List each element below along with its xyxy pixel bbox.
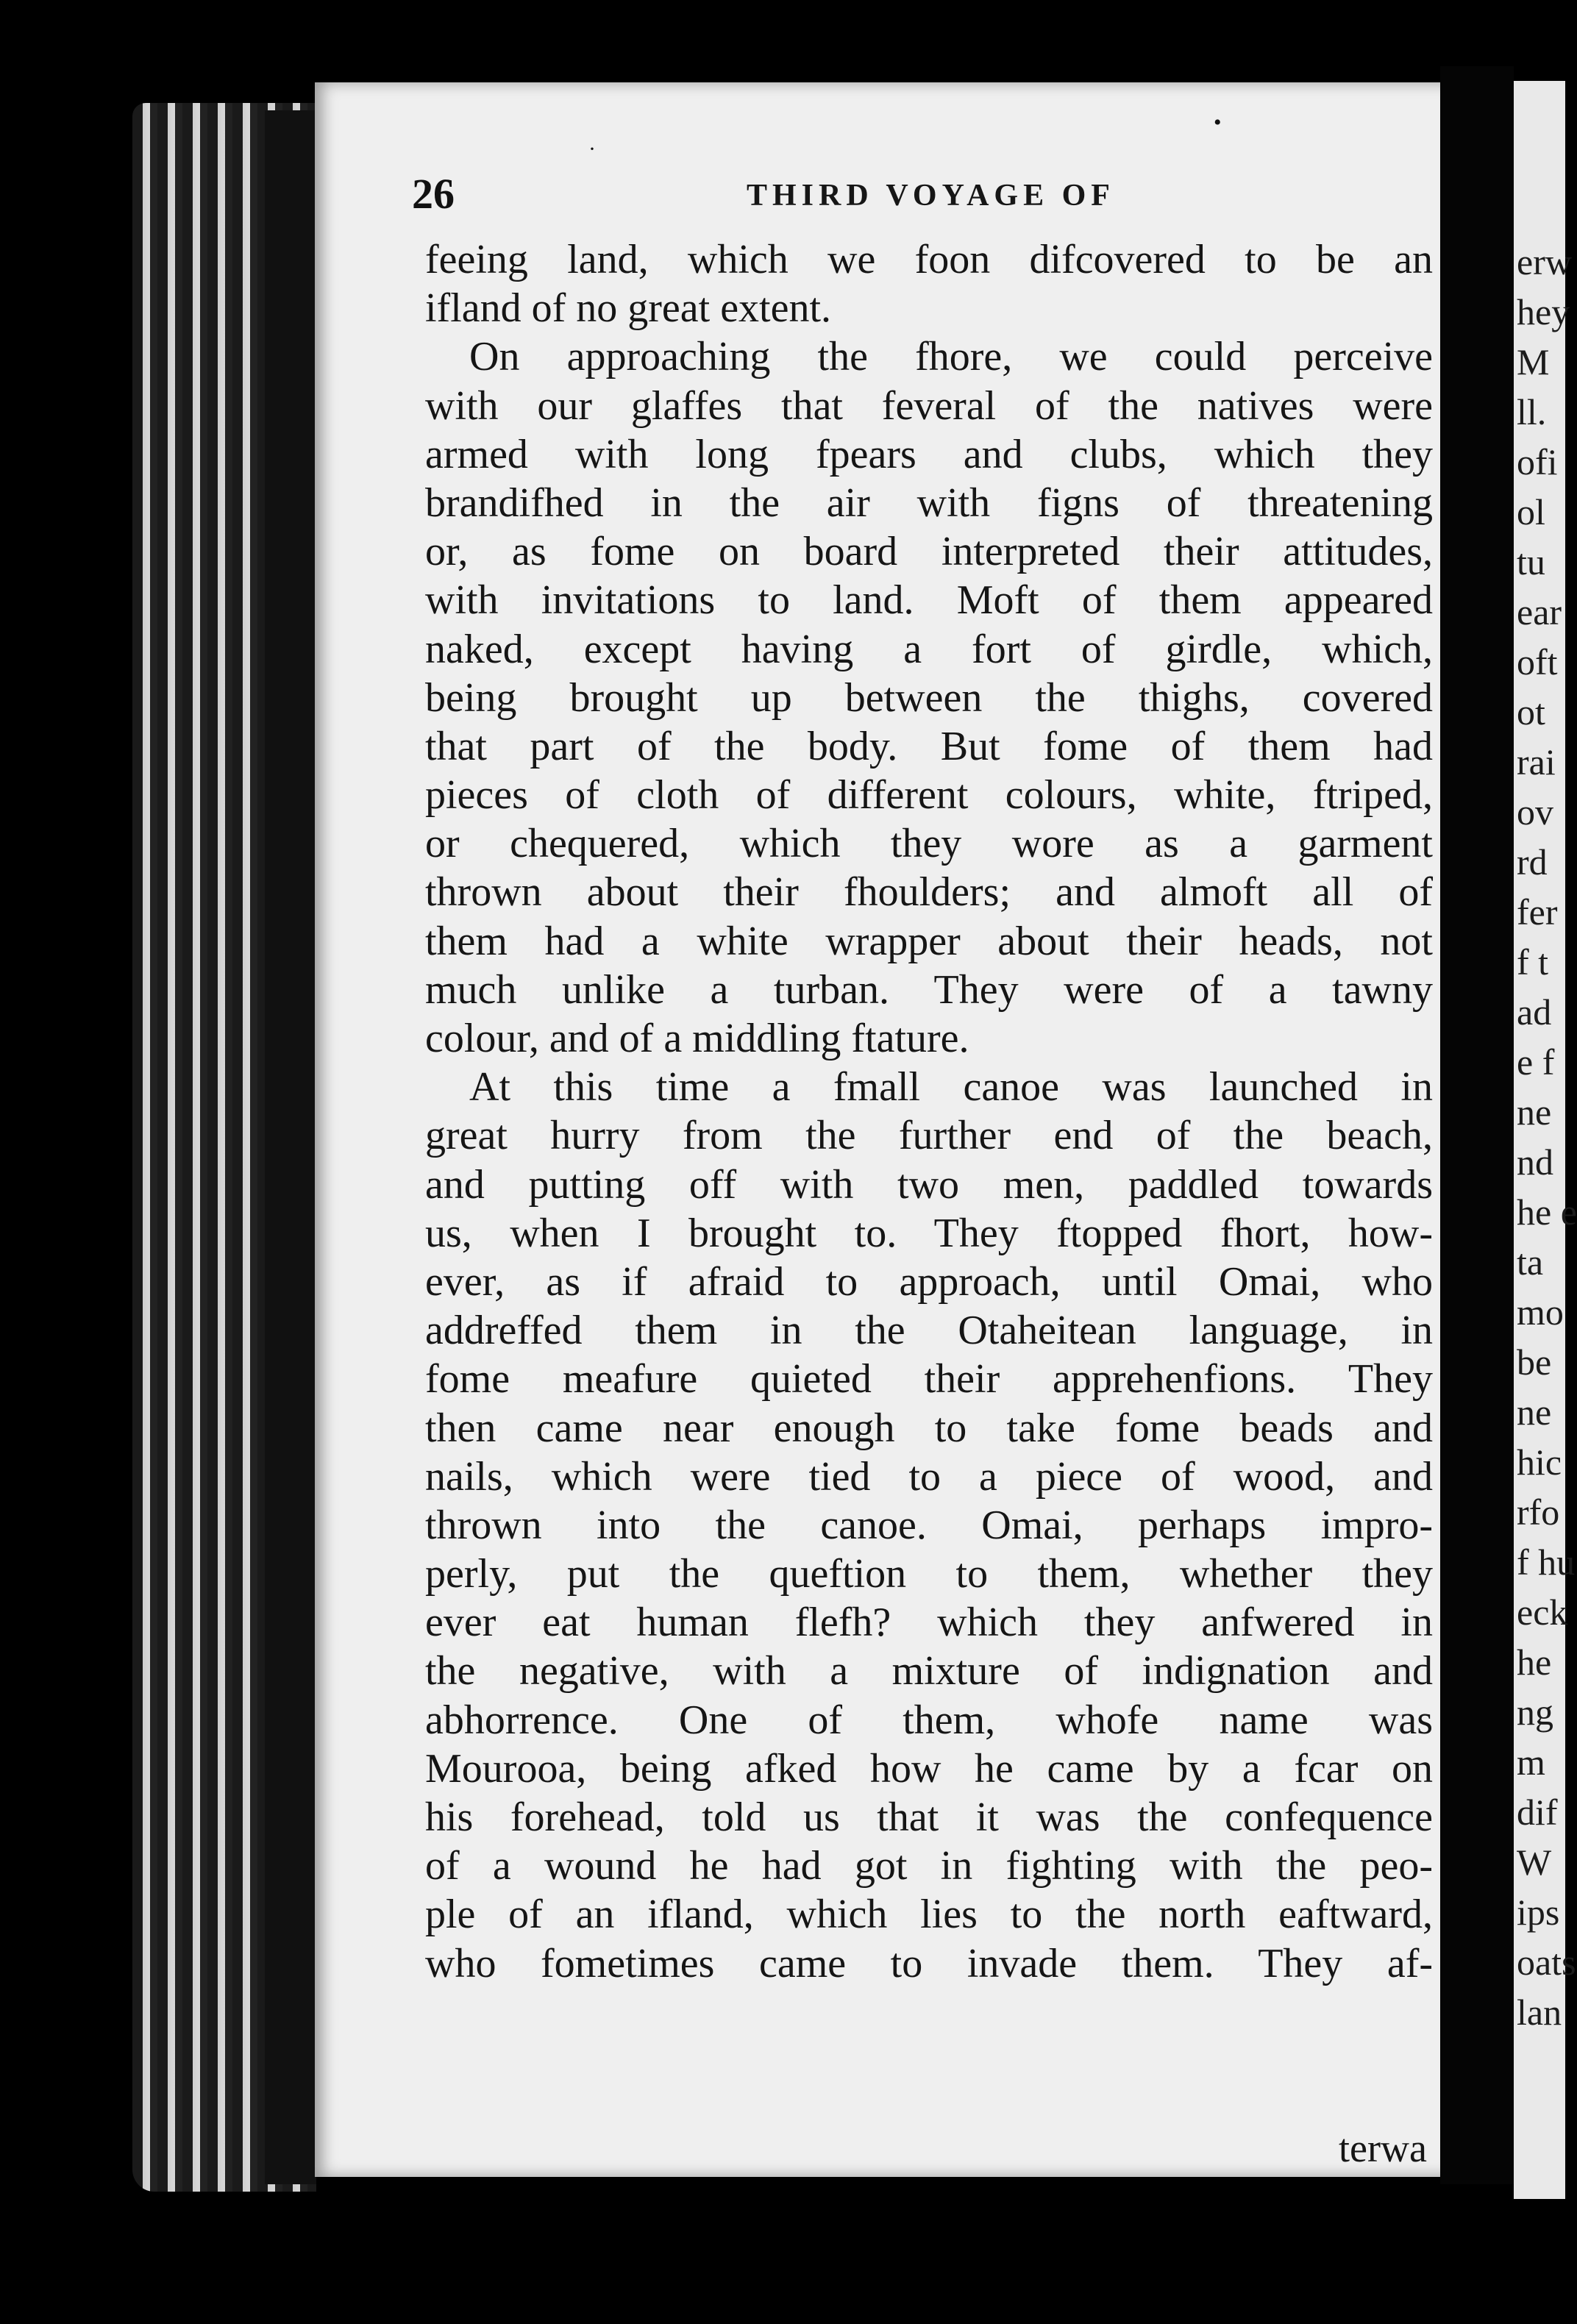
text-line: thrown about their fhoulders; and almoft all of [425,869,1433,916]
text-line: them had a white wrapper about their heads, not [425,918,1433,964]
facing-page-fragment-line: hic [1517,1441,1562,1483]
text-line: that part of the body. But fome of them had [425,723,1433,769]
text-line: pieces of cloth of different colours, white, ftriped, [425,772,1433,819]
facing-page-fragment-line: ne [1517,1091,1552,1133]
text-line: naked, except having a fort of girdle, which, [425,626,1433,672]
facing-page-fragment-line: e f [1517,1041,1555,1083]
facing-page-fragment-line: dif [1517,1792,1558,1833]
facing-page-fragment-line: ne [1517,1391,1552,1433]
text-line: Mourooa, being afked how he came by a fcar on [425,1745,1433,1792]
text-line: thrown into the canoe. Omai, perhaps impro- [425,1502,1433,1548]
text-line: brandifhed in the air with figns of threatening [425,480,1433,526]
facing-page-fragment-line: m [1517,1742,1545,1783]
text-line: the negative, with a mixture of indignation and [425,1648,1433,1694]
facing-page-fragment-line: f t [1517,941,1549,983]
facing-page-fragment-line: ol [1517,491,1545,532]
text-line: much unlike a turban. They were of a tawny [425,966,1433,1013]
book-gutter [1440,66,1514,2184]
facing-page-fragment-line: ot [1517,691,1545,733]
text-line: ifland of no great extent. [425,285,832,332]
running-head: THIRD VOYAGE OF [747,179,1115,213]
text-line: addreffed them in the Otaheitean language, in [425,1308,1433,1354]
body-text [425,235,1440,2140]
text-line: ple of an ifland, which lies to the north eaftward, [425,1892,1433,1938]
print-speck: • [1214,110,1222,135]
text-line: ever, as if afraid to approach, until Omai, who [425,1258,1433,1305]
facing-page-fragment-line: erw [1517,241,1572,282]
text-line: or chequered, which they wore as a garment [425,821,1433,867]
text-line: abhorrence. One of them, whofe name was [425,1697,1433,1743]
text-line: great hurry from the further end of the beach, [425,1113,1433,1159]
text-line: colour, and of a middling ftature. [425,1016,969,1061]
facing-page-fragment-line: tu [1517,541,1545,582]
facing-page-fragment-line: rai [1517,741,1556,783]
facing-page-fragment-line: f hu [1517,1541,1576,1583]
facing-page-fragment-line: hey [1517,291,1570,332]
facing-page-fragment-line: ips [1517,1892,1560,1933]
facing-page-fragment-line: M [1517,341,1550,382]
facing-page-fragment-line: ear [1517,591,1562,632]
text-line: us, when I brought to. They ftopped fhort, how- [425,1210,1433,1256]
print-speck: · [588,137,596,161]
text-line: At this time a fmall canoe was launched in [469,1064,1433,1111]
page-header [412,169,1427,221]
facing-page-fragment-line: mo [1517,1291,1564,1333]
facing-page-fragment-line: ng [1517,1692,1553,1733]
text-line: fome meafure quieted their apprehenfions. They [425,1356,1433,1402]
facing-page-fragment-line: lan [1517,1992,1562,2033]
catchword: terwa [1339,2126,1427,2170]
facing-page-fragment-line: ad [1517,991,1552,1033]
text-line: his forehead, told us that it was the confequence [425,1794,1433,1840]
text-line: with our glaffes that feveral of the natives were [425,382,1433,429]
facing-page-fragment-line: he [1517,1642,1552,1683]
facing-page-fragment-line: ll. [1517,391,1547,432]
text-line: feeing land, which we foon difcovered to be an [425,237,1433,282]
facing-page-fragment-line: rd [1517,841,1548,883]
facing-page-fragment-line: oats [1517,1942,1576,1983]
facing-page-fragment [1514,81,1577,2199]
text-line: or, as fome on board interpreted their attitudes, [425,529,1433,575]
text-line: who fometimes came to invade them. They af- [425,1940,1433,1986]
text-line: nails, which were tied to a piece of wood, and [425,1453,1433,1500]
text-line: then came near enough to take fome beads and [425,1405,1433,1451]
text-line: being brought up between the thighs, covered [425,674,1433,721]
facing-page-lines [1514,237,1577,2037]
facing-page-fragment-line: ofi [1517,441,1558,482]
text-line: perly, put the queftion to them, whether they [425,1551,1433,1597]
facing-page-fragment-line: fer [1517,891,1558,933]
book-edge-shadow [265,110,316,2184]
facing-page-fragment-line: ta [1517,1241,1544,1283]
facing-page-fragment-line: rfo [1517,1491,1560,1533]
facing-page-fragment-line: eck [1517,1591,1568,1633]
text-line: and putting off with two men, paddled towards [425,1161,1433,1208]
text-line: On approaching the fhore, we could perceive [469,334,1433,380]
facing-page-fragment-line: W [1517,1842,1552,1883]
facing-page-fragment-line: nd [1517,1141,1553,1183]
text-line: with invitations to land. Moft of them appeared [425,577,1433,624]
text-line: ever eat human flefh? which they anfwered in [425,1600,1433,1646]
facing-page-fragment-line: be [1517,1341,1552,1383]
page-number: 26 [412,170,455,218]
text-line: of a wound he had got in fighting with the peo- [425,1843,1433,1889]
facing-page-fragment-line: oft [1517,641,1558,682]
facing-page-fragment-line: he e [1517,1191,1577,1233]
text-line: armed with long fpears and clubs, which they [425,431,1433,477]
facing-page-fragment-line: ov [1517,791,1553,833]
